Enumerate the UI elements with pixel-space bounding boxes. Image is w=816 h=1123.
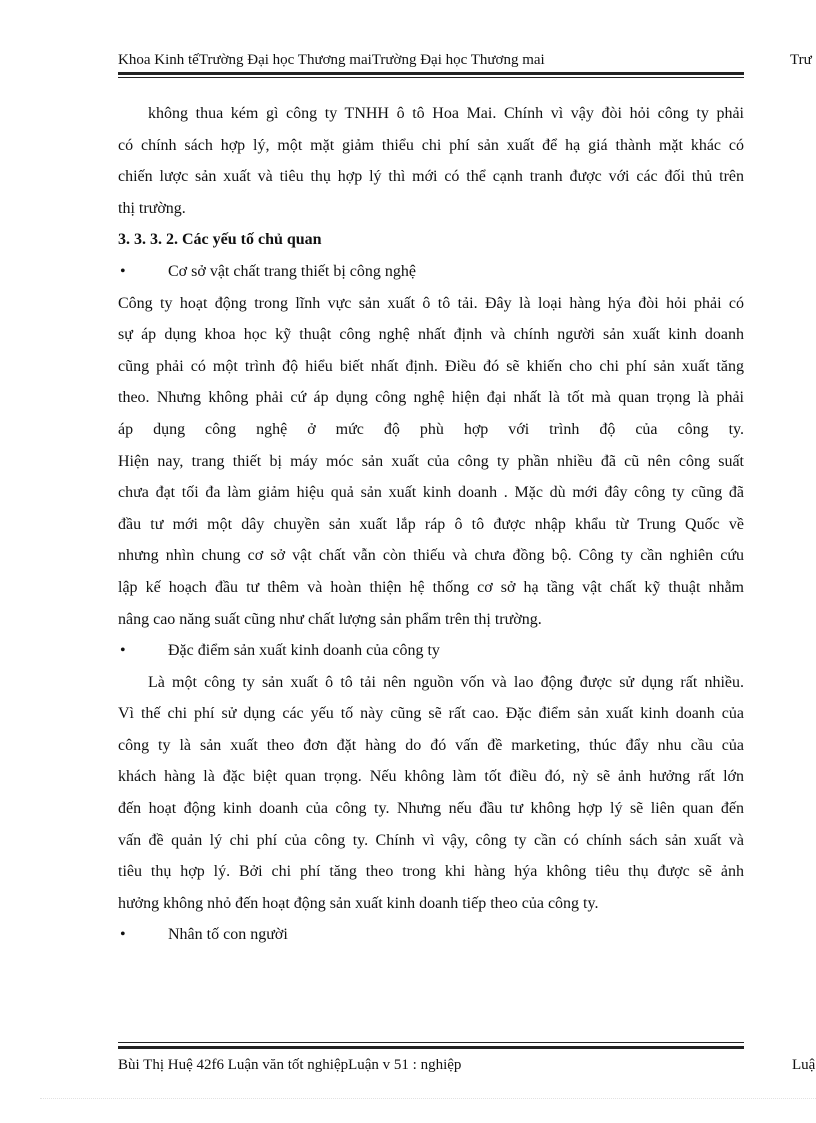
paragraph-3-line: hưởng không nhỏ đến hoạt động sản xuất kinh doanh tiếp theo của công ty. — [118, 894, 599, 912]
page-header: Khoa Kinh tếTrường Đại học Thương maiTrường Đại học Thương mai — [118, 52, 545, 68]
paragraph-2-line: nhưng nhìn chung cơ sở vật chất vẫn còn thiếu và chưa đồng bộ. Công ty cần nghiên cứu — [118, 547, 744, 565]
page-bottom-dotted-line — [40, 1098, 816, 1099]
paragraph-1-line: thị trường. — [118, 199, 186, 217]
page-header-overflow: Trư — [790, 52, 812, 68]
page-footer: Bùi Thị Huệ 42f6 Luận văn tốt nghiệpLuận v 51 : nghiệp — [118, 1057, 462, 1073]
paragraph-3-line: khách hàng là đặc biệt quan trọng. Nếu không làm tốt điều đó, nỳ sẽ ảnh hưởng rất lớn — [118, 768, 744, 786]
bullet-item — [118, 635, 744, 667]
paragraph-2-line: đầu tư mới một dây chuyền sản xuất lắp ráp ô tô được nhập khẩu từ Trung Quốc về — [118, 515, 744, 533]
paragraph-2-line: nâng cao năng suất cũng như chất lượng sản phẩm trên thị trường. — [118, 610, 542, 628]
paragraph-2-line: Hiện nay, trang thiết bị máy móc sản xuất của công ty phần nhiều đã cũ nên công suất — [118, 452, 744, 470]
footer-rule-thick — [118, 1046, 744, 1049]
paragraph-2-line: Công ty hoạt động trong lĩnh vực sản xuất ô tô tải. Đây là loại hàng hýa đòi hỏi phải có — [118, 294, 744, 312]
document-body — [118, 98, 744, 951]
paragraph-1-line: chiến lược sản xuất và tiêu thụ hợp lý thì mới có thể cạnh tranh được với các đối thủ trên — [118, 168, 744, 186]
bullet-icon: • — [120, 926, 126, 944]
header-rule-thin — [118, 77, 744, 78]
paragraph-2-line: sự áp dụng khoa học kỹ thuật công nghệ nhất định và chính người sản xuất kinh doanh — [118, 326, 744, 344]
paragraph-3-line: Vì thế chi phí sử dụng các yếu tố này cũng sẽ rất cao. Đặc điểm sản xuất kinh doanh của — [118, 705, 744, 723]
paragraph-2-line: chưa đạt tối đa làm giảm hiệu quả sản xuất kinh doanh . Mặc dù mới đây công ty cũng đã — [118, 484, 744, 502]
bullet-item — [118, 256, 744, 288]
footer-rule-thin — [118, 1042, 744, 1043]
paragraph-2-line: lập kế hoạch đầu tư thêm và hoàn thiện hệ thống cơ sở hạ tầng vật chất kỹ thuật nhằm — [118, 578, 744, 596]
paragraph-3-line: đến hoạt động kinh doanh của công ty. Nhưng nếu đầu tư không hợp lý sẽ liên quan đến — [118, 800, 744, 818]
paragraph-3-line: vấn đề quản lý chi phí của công ty. Chính vì vậy, công ty cần có chính sách sản xuất và — [118, 831, 744, 849]
paragraph-2-line: cũng phải có một trình độ hiểu biết nhất định. Điều đó sẽ khiến cho chi phí sản xuất tăng — [118, 357, 744, 375]
paragraph-3-line: công ty là sản xuất theo đơn đặt hàng do đó vấn đề marketing, thúc đẩy nhu cầu của — [118, 736, 744, 754]
bullet-icon: • — [120, 262, 126, 280]
paragraph-3-line: Là một công ty sản xuất ô tô tải nên nguồn vốn và lao động được sử dụng rất nhiều. — [148, 673, 744, 691]
bullet-text: Nhân tố con người — [168, 926, 288, 944]
paragraph-1-line: có chính sách hợp lý, một mặt giảm thiểu chi phí sản xuất để hạ giá thành mặt khác có — [118, 136, 744, 154]
paragraph-3-line: tiêu thụ hợp lý. Bởi chi phí tăng theo trong khi hàng hýa không tiêu thụ được sẽ ảnh — [118, 863, 744, 881]
paragraph-2-line: theo. Nhưng không phải cứ áp dụng công nghệ hiện đại nhất là tốt mà quan trọng là phải — [118, 389, 744, 407]
bullet-icon: • — [120, 642, 126, 660]
section-heading: 3. 3. 3. 2. Các yếu tố chủ quan — [118, 231, 322, 249]
paragraph-1-line: không thua kém gì công ty TNHH ô tô Hoa Mai. Chính vì vậy đòi hỏi công ty phải — [148, 105, 744, 122]
paragraph-2-line: áp dụng công nghệ ở mức độ phù hợp với trình độ của công ty. — [118, 420, 744, 438]
bullet-text: Đặc điểm sản xuất kinh doanh của công ty — [168, 642, 440, 660]
page-footer-overflow: Luậ — [792, 1057, 816, 1073]
bullet-item — [118, 919, 744, 951]
bullet-text: Cơ sở vật chất trang thiết bị công nghệ — [168, 262, 416, 280]
header-rule-thick — [118, 72, 744, 75]
